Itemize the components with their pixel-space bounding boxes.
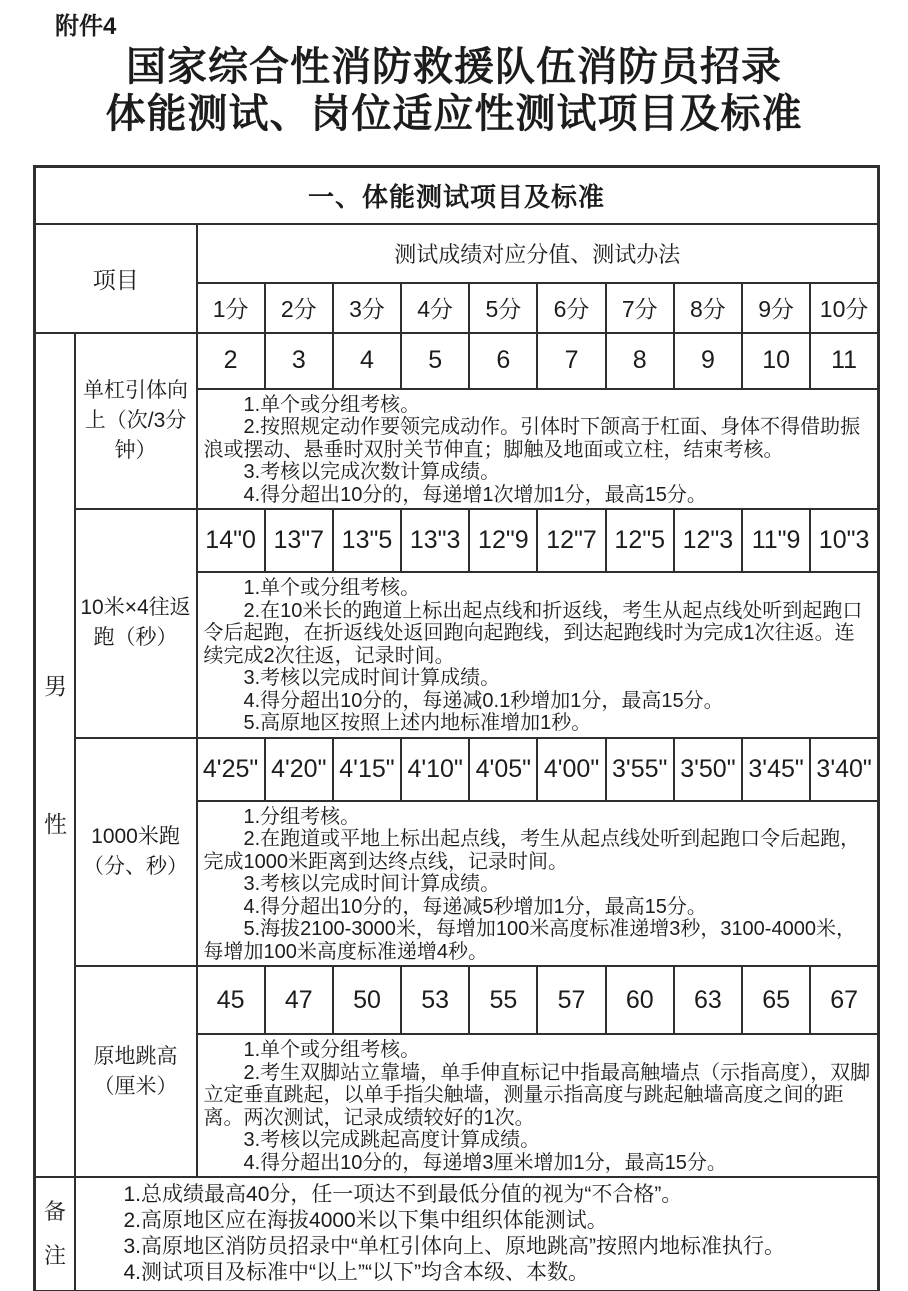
header-row-1 bbox=[35, 224, 879, 283]
note-paragraph: 4.得分超出10分的，每递增1次增加1分，最高15分。 bbox=[243, 483, 707, 506]
note-paragraph: 3.考核以完成次数计算成绩。 bbox=[243, 461, 501, 483]
physical-test-table bbox=[33, 165, 880, 1291]
score-value-cell: 50 bbox=[333, 966, 401, 1034]
score-value-cell: 3'45" bbox=[742, 738, 810, 801]
score-value-cell: 3 bbox=[265, 333, 333, 389]
score-value-cell: 7 bbox=[537, 333, 605, 389]
note-paragraph: 2.考生双脚站立靠墙，单手伸直标记中指最高触墙点（示指高度），双脚立定垂直跳起，以单手指尖触墙，测量示指高度与跳起触墙高度之间的距离。两次测试，记录成绩较好的1次。 bbox=[203, 1061, 871, 1129]
exercise-name-shuttle-run: 10米×4往返跑（秒） bbox=[75, 509, 197, 738]
score-label-cell-7: 7分 bbox=[606, 283, 674, 333]
note-paragraph: 1.单个或分组考核。 bbox=[243, 577, 421, 599]
remarks-cell bbox=[75, 1177, 879, 1291]
note-paragraph: 4.得分超出10分的，每递减5秒增加1分，最高15分。 bbox=[243, 895, 707, 918]
score-value-cell: 4 bbox=[333, 333, 401, 389]
score-value-cell: 12"7 bbox=[537, 509, 605, 572]
score-label-cell-8: 8分 bbox=[674, 283, 742, 333]
note-paragraph: 2.在10米长的跑道上标出起点线和折返线，考生从起点线处听到起跑口令后起跑，在折返线处返回跑向起跑线，到达起跑线时为完成1次往返。连续完成2次往返，记录时间。 bbox=[203, 599, 863, 667]
score-value-cell: 9 bbox=[674, 333, 742, 389]
run-1000m-values-row bbox=[35, 738, 879, 801]
notes-cell-vertical-jump bbox=[197, 1034, 879, 1177]
note-paragraph: 3.考核以完成时间计算成绩。 bbox=[243, 667, 501, 689]
score-label-cell-6: 6分 bbox=[537, 283, 605, 333]
score-value-cell: 13"3 bbox=[401, 509, 469, 572]
notes-cell-1000m-run bbox=[197, 801, 879, 967]
note-paragraph: 1.单个或分组考核。 bbox=[243, 1039, 421, 1061]
score-value-cell: 3'55" bbox=[606, 738, 674, 801]
score-label-cell-5: 5分 bbox=[469, 283, 537, 333]
score-value-cell: 67 bbox=[810, 966, 878, 1034]
score-label-cell-9: 9分 bbox=[742, 283, 810, 333]
score-value-cell: 45 bbox=[197, 966, 265, 1034]
pullup-values-row bbox=[35, 333, 879, 389]
note-paragraph: 5.高原地区按照上述内地标准增加1秒。 bbox=[243, 712, 592, 734]
score-value-cell: 4'05" bbox=[469, 738, 537, 801]
score-value-cell: 2 bbox=[197, 333, 265, 389]
note-paragraph: 5.海拔2100-3000米，每增加100米高度标准递增3秒，3100-4000米，每增加100米高度标准递增4秒。 bbox=[203, 918, 856, 963]
document-title bbox=[0, 0, 908, 138]
score-value-cell: 63 bbox=[674, 966, 742, 1034]
notes-cell-pullup bbox=[197, 389, 879, 510]
section-title: 一、体能测试项目及标准 bbox=[35, 167, 879, 224]
score-value-cell: 65 bbox=[742, 966, 810, 1034]
note-paragraph: 3.考核以完成跳起高度计算成绩。 bbox=[243, 1129, 541, 1151]
note-paragraph: 3.考核以完成时间计算成绩。 bbox=[243, 873, 501, 895]
remark-paragraph: 1.总成绩最高40分，任一项达不到最低分值的视为“不合格”。 bbox=[123, 1183, 683, 1206]
score-value-cell: 4'10" bbox=[401, 738, 469, 801]
section-title-row bbox=[35, 167, 879, 224]
score-value-cell: 14"0 bbox=[197, 509, 265, 572]
shuttle-run-values-row bbox=[35, 509, 879, 572]
score-value-cell: 3'50" bbox=[674, 738, 742, 801]
score-value-cell: 12"9 bbox=[469, 509, 537, 572]
score-value-cell: 10 bbox=[742, 333, 810, 389]
remark-paragraph: 2.高原地区应在海拔4000米以下集中组织体能测试。 bbox=[123, 1209, 608, 1232]
remarks-label-cell: 备注 bbox=[35, 1177, 75, 1291]
remark-paragraph: 4.测试项目及标准中“以上”“以下”均含本级、本数。 bbox=[123, 1261, 589, 1284]
score-value-cell: 4'20" bbox=[265, 738, 333, 801]
score-label-cell-10: 10分 bbox=[810, 283, 878, 333]
note-paragraph: 2.按照规定动作要领完成动作。引体时下颌高于杠面、身体不得借助振浪或摆动、悬垂时双肘关节伸直；脚触及地面或立柱，结束考核。 bbox=[203, 416, 861, 461]
score-value-cell: 12"5 bbox=[606, 509, 674, 572]
score-value-cell: 12"3 bbox=[674, 509, 742, 572]
score-value-cell: 55 bbox=[469, 966, 537, 1034]
vertical-jump-values-row bbox=[35, 966, 879, 1034]
score-value-cell: 53 bbox=[401, 966, 469, 1034]
exercise-name-vertical-jump: 原地跳高（厘米） bbox=[75, 966, 197, 1177]
score-value-cell: 13"7 bbox=[265, 509, 333, 572]
score-value-cell: 13"5 bbox=[333, 509, 401, 572]
score-label-cell-4: 4分 bbox=[401, 283, 469, 333]
remarks-row bbox=[35, 1177, 879, 1291]
score-method-header-cell: 测试成绩对应分值、测试办法 bbox=[197, 224, 879, 283]
score-value-cell: 4'15" bbox=[333, 738, 401, 801]
item-header-cell: 项目 bbox=[35, 224, 197, 333]
score-value-cell: 11 bbox=[810, 333, 878, 389]
remark-paragraph: 3.高原地区消防员招录中“单杠引体向上、原地跳高”按照内地标准执行。 bbox=[123, 1235, 785, 1258]
score-label-cell-1: 1分 bbox=[197, 283, 265, 333]
score-value-cell: 4'00" bbox=[537, 738, 605, 801]
score-label-cell-2: 2分 bbox=[265, 283, 333, 333]
score-label-cell-3: 3分 bbox=[333, 283, 401, 333]
attachment-label: 附件4 bbox=[55, 13, 117, 40]
note-paragraph: 4.得分超出10分的，每递增3厘米增加1分，最高15分。 bbox=[243, 1151, 727, 1174]
gender-cell: 男性 bbox=[35, 333, 75, 1178]
score-value-cell: 57 bbox=[537, 966, 605, 1034]
document-title-line-1: 国家综合性消防救援队伍消防员招录 bbox=[126, 45, 782, 89]
document-title-line-2: 体能测试、岗位适应性测试项目及标准 bbox=[105, 92, 803, 136]
notes-cell-shuttle-run bbox=[197, 572, 879, 738]
exercise-name-pullup: 单杠引体向上（次/3分钟） bbox=[75, 333, 197, 510]
score-value-cell: 5 bbox=[401, 333, 469, 389]
score-value-cell: 6 bbox=[469, 333, 537, 389]
score-value-cell: 4'25" bbox=[197, 738, 265, 801]
score-value-cell: 8 bbox=[606, 333, 674, 389]
score-value-cell: 3'40" bbox=[810, 738, 878, 801]
score-value-cell: 60 bbox=[606, 966, 674, 1034]
exercise-name-1000m-run: 1000米跑（分、秒） bbox=[75, 738, 197, 967]
score-value-cell: 10"3 bbox=[810, 509, 878, 572]
score-value-cell: 47 bbox=[265, 966, 333, 1034]
note-paragraph: 1.单个或分组考核。 bbox=[243, 393, 421, 416]
note-paragraph: 2.在跑道或平地上标出起点线，考生从起点线处听到起跑口令后起跑，完成1000米距离到达终点线，记录时间。 bbox=[203, 828, 861, 873]
note-paragraph: 1.分组考核。 bbox=[243, 805, 361, 828]
note-paragraph: 4.得分超出10分的，每递减0.1秒增加1分，最高15分。 bbox=[243, 689, 724, 712]
score-value-cell: 11"9 bbox=[742, 509, 810, 572]
